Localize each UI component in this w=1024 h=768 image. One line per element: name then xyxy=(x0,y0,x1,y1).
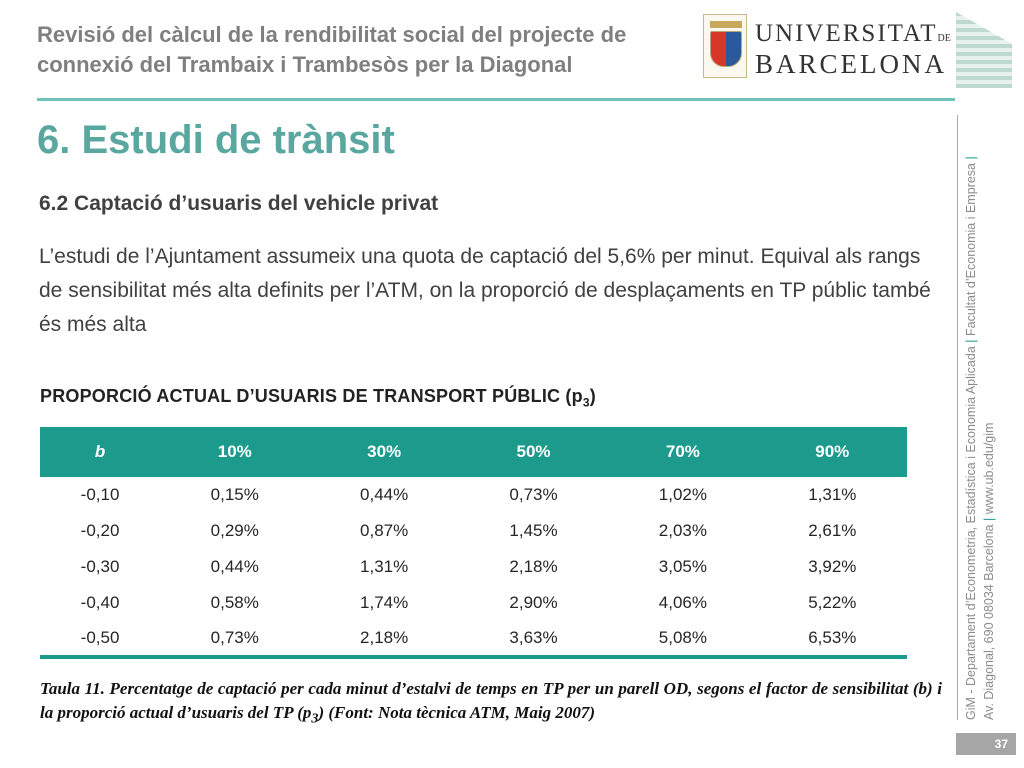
university-seal-icon xyxy=(703,14,747,78)
data-table xyxy=(40,427,907,659)
page-title: 6. Estudi de trànsit xyxy=(37,118,395,162)
section-subtitle: 6.2 Captació d’usuaris del vehicle privat xyxy=(39,192,439,215)
table-cell: -0,30 xyxy=(80,557,120,576)
sidebar-divider xyxy=(957,115,958,720)
table-cell: 5,22% xyxy=(808,593,857,612)
table-cell: 4,06% xyxy=(658,593,707,612)
table-cell: 1,74% xyxy=(360,593,409,612)
corner-building-graphic xyxy=(956,12,1012,88)
table-row xyxy=(40,477,907,513)
table-cell: 3,92% xyxy=(808,557,857,576)
body-paragraph: L’estudi de l’Ajuntament assumeix una quota de captació del 5,6% per minut. Equival als rangs de sensibilitat més alta definits per l’ATM, on la proporció de desplaçaments en TP públic també és més alta xyxy=(39,245,931,336)
table-cell: 0,73% xyxy=(509,485,558,504)
logo-text-line1: UNIVERSITATDE xyxy=(755,20,951,47)
table-cell: -0,50 xyxy=(40,621,160,657)
table-row xyxy=(40,549,907,585)
table-cell: 0,87% xyxy=(360,521,409,540)
table-header-cell: 90% xyxy=(758,427,907,477)
table-cell: 2,18% xyxy=(509,557,558,576)
sidebar-footer-text: GiM - Departament d’Econometria, Estadística i Economia Aplicada | Facultat d’Economia i Empresa | Av. Diagonal, 690 08034 Barcelona | www.ub.edu/gim xyxy=(964,156,996,720)
table-cell: -0,10 xyxy=(80,485,120,504)
table-header-cell: 70% xyxy=(608,427,757,477)
table-cell: 1,02% xyxy=(658,485,707,504)
table-caption: Taula 11. Percentatge de captació per cada minut d’estalvi de temps en TP per un parell OD, segons el factor de sensibilitat (b) i la proporció actual d’usuaris del TP $(p_3)$ (Font: Nota tècnica ATM, Maig 2007) xyxy=(40,679,942,727)
table-header-cell: b xyxy=(40,427,160,477)
table-cell: 1,31% xyxy=(808,485,857,504)
page-number-badge: 37 xyxy=(956,733,1016,755)
table-cell: 2,90% xyxy=(509,593,558,612)
table-cell: -0,40 xyxy=(80,593,120,612)
table-cell: 2,61% xyxy=(808,521,857,540)
header-title: Revisió del càlcul de la rendibilitat social del projecte de connexió del Trambaix i Trambesòs per la Diagonal xyxy=(37,22,627,77)
table-cell: 2,18% xyxy=(309,621,458,657)
table-cell: 5,08% xyxy=(608,621,757,657)
table-cell: 3,05% xyxy=(658,557,707,576)
table-cell: 0,29% xyxy=(210,521,259,540)
table-cell: 1,45% xyxy=(509,521,558,540)
table-header-cell: 10% xyxy=(160,427,309,477)
table-cell: 3,63% xyxy=(459,621,608,657)
table-header-cell: 50% xyxy=(459,427,608,477)
header-divider xyxy=(37,98,955,101)
table-cell: 0,58% xyxy=(210,593,259,612)
table-cell: 0,15% xyxy=(210,485,259,504)
table-header-cell: 30% xyxy=(309,427,458,477)
table-header-row xyxy=(40,427,907,477)
table-cell: 0,44% xyxy=(210,557,259,576)
table-cell: 1,31% xyxy=(360,557,409,576)
table-cell: 0,73% xyxy=(160,621,309,657)
logo-text-line2: BARCELONA xyxy=(755,49,948,79)
table-cell: 2,03% xyxy=(658,521,707,540)
table-cell: 0,44% xyxy=(360,485,409,504)
table-row xyxy=(40,513,907,549)
table-row xyxy=(40,621,907,657)
university-logo xyxy=(703,14,951,80)
table-row xyxy=(40,585,907,621)
table-cell: 6,53% xyxy=(758,621,907,657)
table-cell: -0,20 xyxy=(80,521,120,540)
table-title: PROPORCIÓ ACTUAL D’USUARIS DE TRANSPORT PÚBLIC $(p_3)$ xyxy=(40,386,596,410)
